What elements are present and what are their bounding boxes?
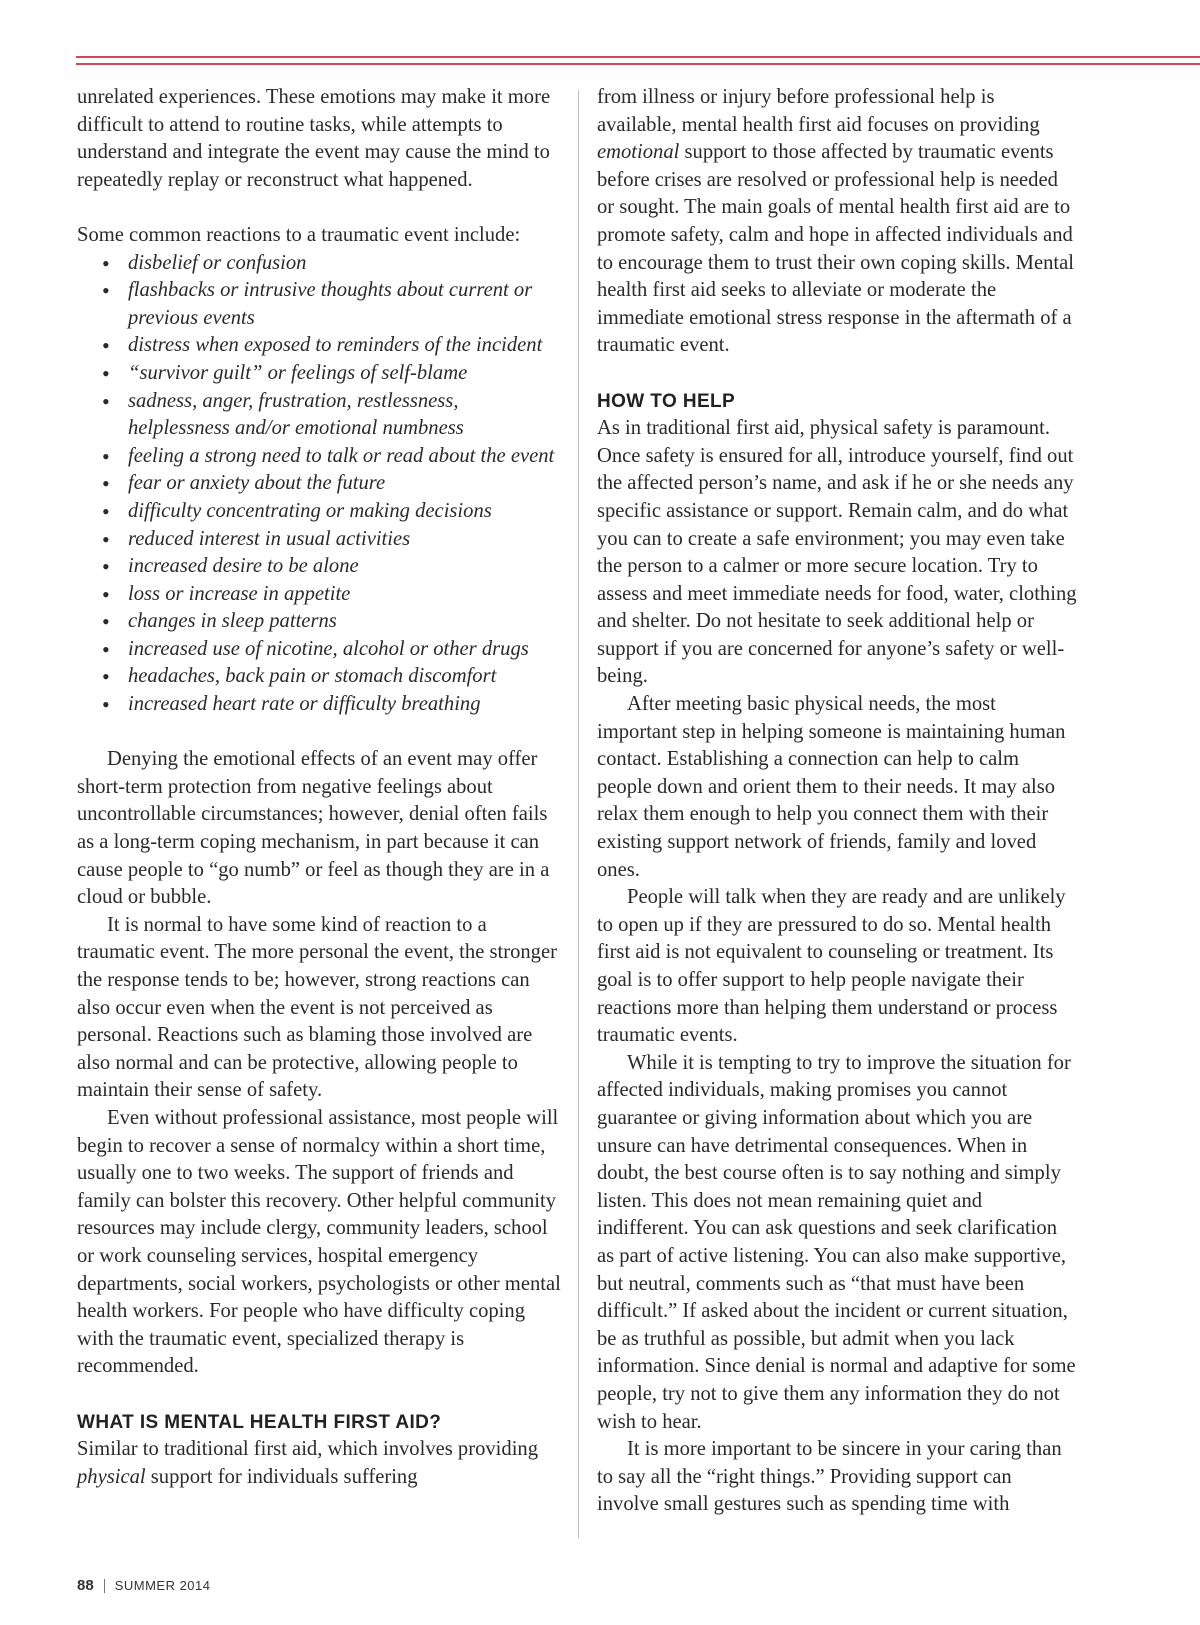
paragraph-talk: People will talk when they are ready and are unlikely to open up if they are pressured to do so. Mental health first aid is not equivalent to counseling or treatment. Its goal is to offer support to help people navigate their reactions more than helping them understand or process traumatic events. <box>597 886 1066 1047</box>
left-column <box>77 84 563 1491</box>
paragraph-normal-reaction: It is normal to have some kind of reaction to a traumatic event. The more personal the event, the stronger the response tends to be; however, strong reactions can also occur even when the event is not perceived as personal. Reactions such as blaming those involved are also normal and can be protective, allowing people to maintain their sense of safety. <box>77 913 557 1102</box>
list-item: • sadness, anger, frustration, restlessness, helplessness and/or emotional numbness <box>128 388 563 443</box>
list-item: • changes in sleep patterns <box>128 608 563 636</box>
issue-label: SUMMER 2014 <box>114 1578 211 1593</box>
heading-what-is-mhfa: WHAT IS MENTAL HEALTH FIRST AID? <box>77 1411 442 1433</box>
page-footer <box>77 1577 211 1594</box>
paragraph-intro: unrelated experiences. These emotions may make it more difficult to attend to routine tasks, while attempts to understand and integrate the event may cause the mind to repeatedly replay or reconstruct what happened. <box>77 86 551 191</box>
list-item: • loss or increase in appetite <box>128 581 563 609</box>
list-item: • increased heart rate or difficulty breathing <box>128 691 563 719</box>
paragraph-continued: from illness or injury before professional help is available, mental health first aid focuses on providing emotional support to those affected by traumatic events before crises are resolved or professional help is needed or sought. The main goals of mental health first aid are to promote safety, calm and hope in affected individuals and to encourage them to trust their own coping skills. Mental health first aid seeks to alleviate or moderate the immediate emotional stress response in the aftermath of a traumatic event. <box>597 86 1074 357</box>
paragraph-sincere: It is more important to be sincere in your caring than to say all the “right things.” Providing support can involve small gestures such as spending time with <box>597 1438 1062 1516</box>
header-rule-top <box>76 56 1200 58</box>
footer-divider <box>104 1579 105 1593</box>
list-item: • difficulty concentrating or making decisions <box>128 498 563 526</box>
right-column <box>597 84 1077 1519</box>
list-item: • headaches, back pain or stomach discomfort <box>128 663 563 691</box>
header-rule-bottom <box>76 63 1200 65</box>
paragraph-safety: As in traditional first aid, physical safety is paramount. Once safety is ensured for all, introduce yourself, find out the affected person’s name, and ask if he or she needs any specific assistance or support. Remain calm, and do what you can to create a safe environment; you may even take the person to a calmer or more secure location. Try to assess and meet immediate needs for food, water, clothing and shelter. Do not hesitate to seek additional help or support if you are concerned for anyone’s safety or well-being. <box>597 417 1077 688</box>
reactions-lead: Some common reactions to a traumatic event include: <box>77 223 521 246</box>
list-item: • feeling a strong need to talk or read about the event <box>128 443 563 471</box>
column-divider <box>578 90 579 1538</box>
list-item: • increased use of nicotine, alcohol or other drugs <box>128 636 563 664</box>
paragraph-human-contact: After meeting basic physical needs, the most important step in helping someone is maintaining human contact. Establishing a connection can help to calm people down and orient them to their needs. It may also relax them enough to help you connect them with their existing support network of friends, family and loved ones. <box>597 693 1066 881</box>
reactions-list <box>77 250 563 719</box>
heading-how-to-help: HOW TO HELP <box>597 390 736 412</box>
list-item: • reduced interest in usual activities <box>128 526 563 554</box>
list-item: • fear or anxiety about the future <box>128 470 563 498</box>
paragraph-recovery: Even without professional assistance, most people will begin to recover a sense of normalcy within a short time, usually one to two weeks. The support of friends and family can bolster this recovery. Other helpful community resources may include clergy, community leaders, school or work counseling services, hospital emergency departments, social workers, psychologists or other mental health workers. For people who have difficulty coping with the traumatic event, specialized therapy is recommended. <box>77 1106 561 1378</box>
paragraph-similar: Similar to traditional first aid, which involves providing physical support for individuals suffering <box>77 1438 539 1488</box>
list-item: • “survivor guilt” or feelings of self-blame <box>128 360 563 388</box>
list-item: • increased desire to be alone <box>128 553 563 581</box>
paragraph-denying: Denying the emotional effects of an event may offer short-term protection from negative feelings about uncontrollable circumstances; however, denial often fails as a long-term coping mechanism, in part because it can cause people to “go numb” or feel as though they are in a cloud or bubble. <box>77 748 550 909</box>
paragraph-tempting: While it is tempting to try to improve the situation for affected individuals, making promises you cannot guarantee or giving information about which you are unsure can have detrimental consequences. When in doubt, the best course often is to say nothing and simply listen. This does not mean remaining quiet and indifferent. You can ask questions and seek clarification as part of active listening. You can also make supportive, but neutral, comments such as “that must have been difficult.” If asked about the incident or current situation, be as truthful as possible, but admit when you lack information. Since denial is normal and adaptive for some people, try not to give them any information they do not wish to hear. <box>597 1051 1076 1433</box>
list-item: • disbelief or confusion <box>128 250 563 278</box>
list-item: • flashbacks or intrusive thoughts about current or previous events <box>128 277 563 332</box>
page-number: 88 <box>77 1577 94 1594</box>
list-item: • distress when exposed to reminders of the incident <box>128 332 563 360</box>
